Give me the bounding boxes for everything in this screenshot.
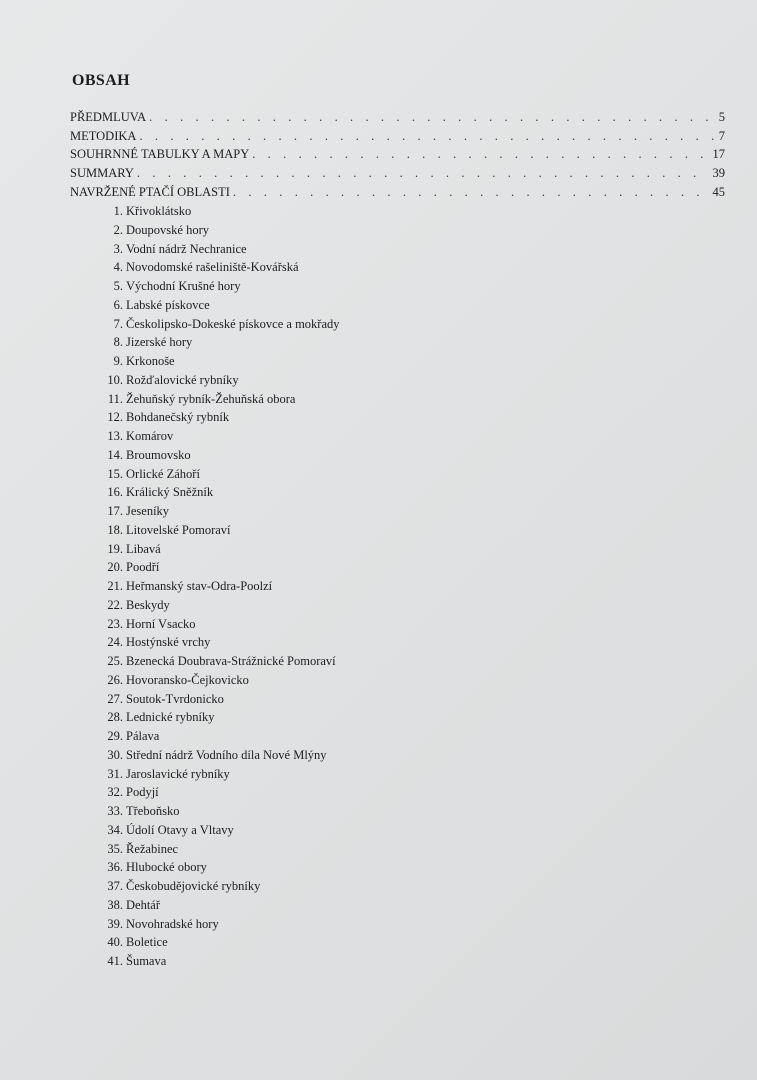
table-of-contents [70, 108, 725, 201]
bird-area-number: 14. [107, 447, 123, 462]
bird-area-number: 9. [113, 354, 123, 368]
bird-area-name: Labské pískovce [126, 297, 210, 312]
bird-area-number: 25. [107, 654, 123, 668]
bird-area-item [98, 352, 340, 371]
bird-area-item [98, 240, 340, 259]
bird-area-number: 28. [107, 710, 123, 725]
toc-leader-dots [233, 183, 709, 202]
bird-area-number: 36. [107, 860, 123, 875]
bird-area-name: Rožďalovické rybníky [126, 372, 239, 387]
bird-area-name: Šumava [126, 954, 167, 968]
toc-entry-label: PŘEDMLUVA [70, 110, 147, 124]
bird-area-name: Českolipsko-Dokeské pískovce a mokřady [126, 316, 340, 331]
bird-area-item [98, 521, 340, 540]
bird-area-item [98, 615, 340, 634]
bird-area-number: 30. [107, 747, 123, 762]
bird-area-name: Střední nádrž Vodního díla Nové Mlýny [126, 747, 327, 762]
bird-area-name: Krkonoše [126, 354, 175, 368]
bird-area-number: 41. [107, 954, 123, 968]
bird-area-name: Třeboňsko [126, 804, 180, 818]
bird-area-name: Novohradské hory [126, 916, 219, 931]
page-title: OBSAH [72, 72, 131, 89]
bird-area-name: Novodomské rašeliniště-Kovářská [126, 260, 299, 275]
bird-area-item [98, 746, 340, 765]
bird-area-name: Libavá [126, 541, 161, 556]
bird-area-item [98, 427, 340, 446]
bird-area-number: 23. [107, 616, 123, 631]
bird-area-number: 27. [107, 691, 123, 706]
bird-area-number: 21. [107, 579, 123, 593]
bird-area-item [98, 765, 340, 784]
bird-area-name: Dehtář [126, 897, 161, 912]
bird-area-number: 26. [107, 672, 123, 687]
bird-area-number: 34. [107, 822, 123, 837]
bird-area-number: 40. [107, 935, 123, 950]
bird-area-number: 16. [107, 485, 123, 500]
bird-area-name: Heřmanský stav-Odra-Poolzí [126, 579, 273, 593]
bird-area-list [98, 202, 340, 971]
bird-area-name: Litovelské Pomoraví [126, 522, 231, 537]
bird-area-number: 24. [107, 635, 123, 650]
toc-entry-page: 7 [718, 128, 725, 143]
bird-area-number: 13. [107, 429, 123, 443]
bird-area-item [98, 502, 340, 521]
bird-area-item [98, 652, 340, 671]
toc-entry [70, 108, 725, 127]
bird-area-item [98, 840, 340, 859]
bird-area-item [98, 727, 340, 746]
toc-entry-label: SOUHRNNÉ TABULKY A MAPY [70, 147, 250, 162]
bird-area-item [98, 633, 340, 652]
bird-area-number: 19. [107, 541, 123, 556]
toc-entry [70, 127, 725, 146]
bird-area-number: 12. [107, 410, 123, 425]
bird-area-name: Lednické rybníky [126, 710, 215, 725]
toc-entry [70, 183, 725, 202]
bird-area-number: 18. [107, 522, 123, 537]
bird-area-number: 17. [107, 504, 123, 518]
bird-area-number: 35. [107, 841, 123, 856]
toc-entry [70, 164, 725, 183]
bird-area-name: Křivoklátsko [126, 204, 192, 218]
bird-area-item [98, 446, 340, 465]
bird-area-name: Soutok-Tvrdonicko [126, 691, 224, 706]
bird-area-name: Jizerské hory [126, 335, 193, 350]
bird-area-item [98, 933, 340, 952]
bird-area-name: Jeseníky [126, 504, 170, 518]
bird-area-number: 11. [107, 391, 123, 406]
bird-area-number: 37. [107, 879, 123, 893]
bird-area-item [98, 896, 340, 915]
bird-area-name: Broumovsko [126, 447, 191, 462]
bird-area-name: Boletice [126, 935, 168, 950]
bird-area-item [98, 390, 340, 409]
bird-area-number: 3. [113, 241, 123, 256]
bird-area-number: 20. [107, 560, 123, 575]
bird-area-item [98, 202, 340, 221]
toc-entry-label: SUMMARY [70, 166, 134, 181]
bird-area-name: Bohdanečský rybník [126, 410, 230, 425]
bird-area-number: 29. [107, 729, 123, 743]
bird-area-item [98, 596, 340, 615]
toc-entry-page: 5 [718, 110, 725, 124]
toc-entry-page: 39 [712, 166, 725, 181]
bird-area-name: Poodří [126, 560, 160, 575]
bird-area-name: Řežabinec [126, 841, 179, 856]
bird-area-name: Hovoransko-Čejkovicko [126, 672, 249, 687]
bird-area-name: Žehuňský rybník-Žehuňská obora [126, 391, 296, 406]
bird-area-item [98, 258, 340, 277]
bird-area-item [98, 821, 340, 840]
bird-area-item [98, 333, 340, 352]
bird-area-name: Králický Sněžník [126, 485, 214, 500]
bird-area-number: 8. [113, 335, 123, 350]
bird-area-item [98, 577, 340, 596]
bird-area-item [98, 315, 340, 334]
bird-area-number: 31. [107, 766, 123, 781]
bird-area-item [98, 408, 340, 427]
bird-area-item [98, 802, 340, 821]
bird-area-item [98, 783, 340, 802]
toc-entry-page: 45 [712, 184, 725, 199]
bird-area-number: 39. [107, 916, 123, 931]
bird-area-number: 32. [107, 785, 123, 800]
bird-area-name: Vodní nádrž Nechranice [126, 241, 247, 256]
bird-area-name: Horní Vsacko [126, 616, 196, 631]
toc-leader-dots [149, 108, 715, 127]
bird-area-item [98, 877, 340, 896]
bird-area-name: Hostýnské vrchy [126, 635, 211, 650]
toc-entry-page: 17 [712, 147, 725, 162]
bird-area-name: Doupovské hory [126, 222, 209, 237]
bird-area-item [98, 952, 340, 971]
bird-area-name: Beskydy [126, 597, 170, 612]
toc-entry [70, 145, 725, 164]
bird-area-number: 38. [107, 897, 123, 912]
bird-area-number: 7. [113, 316, 123, 331]
bird-area-item [98, 277, 340, 296]
bird-area-name: Bzenecká Doubrava-Strážnické Pomoraví [126, 654, 336, 668]
bird-area-number: 6. [113, 297, 123, 312]
bird-area-item [98, 858, 340, 877]
bird-area-number: 4. [113, 260, 123, 275]
bird-area-name: Orlické Záhoří [126, 466, 200, 481]
bird-area-name: Údolí Otavy a Vltavy [126, 822, 234, 837]
bird-area-number: 1. [113, 204, 123, 218]
bird-area-item [98, 690, 340, 709]
bird-area-item [98, 221, 340, 240]
bird-area-item [98, 708, 340, 727]
bird-area-number: 5. [113, 279, 123, 293]
bird-area-item [98, 540, 340, 559]
bird-area-name: Jaroslavické rybníky [126, 766, 230, 781]
toc-leader-dots [139, 127, 714, 146]
bird-area-name: Hlubocké obory [126, 860, 207, 875]
bird-area-item [98, 558, 340, 577]
bird-area-name: Podyjí [126, 785, 159, 800]
bird-area-number: 2. [113, 222, 123, 237]
toc-leader-dots [137, 164, 709, 183]
bird-area-name: Pálava [126, 729, 160, 743]
bird-area-item [98, 915, 340, 934]
bird-area-item [98, 371, 340, 390]
bird-area-name: Komárov [126, 429, 174, 443]
bird-area-number: 10. [107, 372, 123, 387]
bird-area-name: Českobudějovické rybníky [126, 879, 261, 893]
bird-area-item [98, 465, 340, 484]
toc-leader-dots [252, 145, 708, 164]
bird-area-item [98, 671, 340, 690]
bird-area-item [98, 296, 340, 315]
bird-area-name: Východní Krušné hory [126, 279, 241, 293]
toc-entry-label: NAVRŽENÉ PTAČÍ OBLASTI [70, 184, 230, 199]
bird-area-number: 33. [107, 804, 123, 818]
toc-entry-label: METODIKA [70, 128, 137, 143]
bird-area-item [98, 483, 340, 502]
bird-area-number: 15. [107, 466, 123, 481]
bird-area-number: 22. [107, 597, 123, 612]
